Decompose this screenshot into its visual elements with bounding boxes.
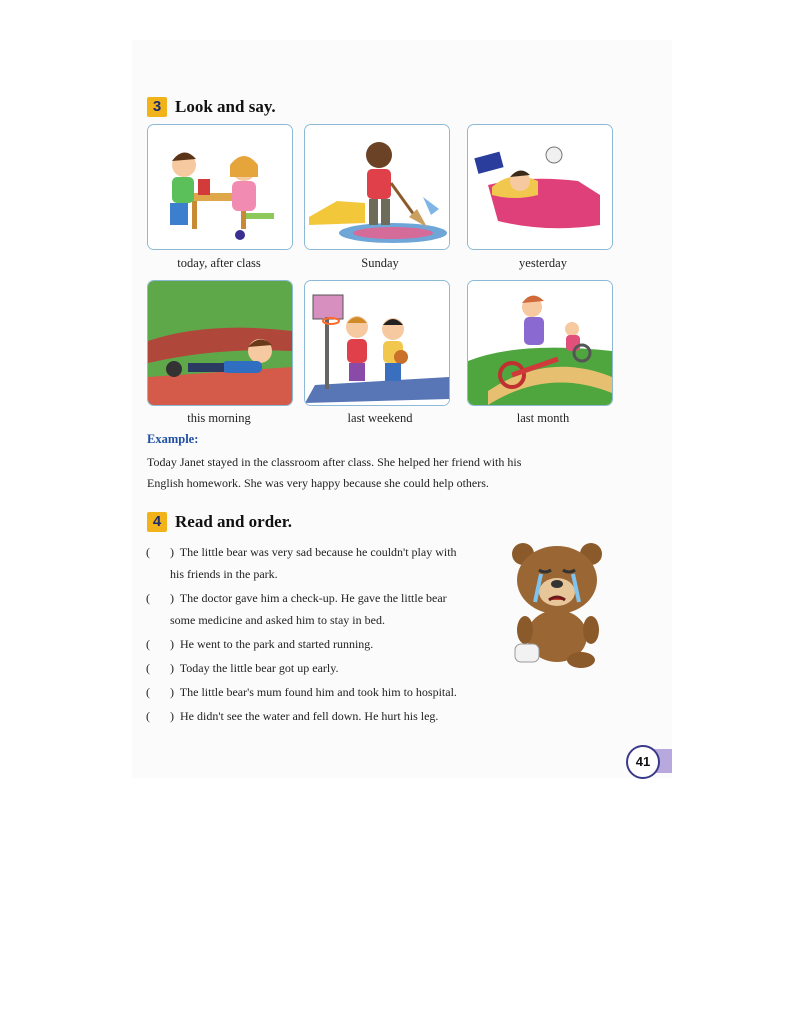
- order-item-text: The little bear was very sad because he couldn't play with: [179, 545, 457, 559]
- order-item: ( ) He went to the park and started running.: [146, 633, 516, 655]
- example-label: Example:: [147, 432, 199, 446]
- card-caption: Sunday: [361, 256, 399, 270]
- order-item: ( ) He didn't see the water and fell down. He hurt his leg.: [146, 705, 516, 727]
- order-item-text: Today the little bear got up early.: [179, 661, 339, 675]
- example-text: [147, 452, 592, 494]
- example-line: Today Janet stayed in the classroom after class. She helped her friend with his: [147, 455, 522, 469]
- card-caption: yesterday: [519, 256, 567, 270]
- basketball-kids-icon: [305, 281, 449, 405]
- section-4-heading: [147, 512, 292, 532]
- section-title: Read and order.: [175, 512, 292, 531]
- boy-in-bed-icon: [468, 125, 612, 249]
- card-caption: this morning: [187, 411, 251, 425]
- order-item-text: He went to the park and started running.: [180, 637, 374, 651]
- section-number-badge: 4: [147, 512, 167, 532]
- card-caption: last weekend: [347, 411, 413, 425]
- boy-fallen-icon: [148, 281, 292, 405]
- answer-blank[interactable]: (: [146, 661, 150, 675]
- order-item-text: The little bear's mum found him and took him to hospital.: [179, 685, 457, 699]
- order-item-text: He didn't see the water and fell down. He hurt his leg.: [180, 709, 439, 723]
- answer-blank[interactable]: (: [146, 685, 150, 699]
- boy-sweeping-icon: [305, 125, 449, 249]
- picture-card-bed: [467, 124, 613, 250]
- answer-blank[interactable]: (: [146, 709, 150, 723]
- section-3-heading: [147, 97, 276, 117]
- order-item: ( ) The little bear was very sad because he couldn't play with his friends in the park.: [146, 541, 516, 585]
- read-and-order-list: [146, 541, 516, 727]
- card-caption: last month: [516, 411, 570, 425]
- order-item: ( ) The doctor gave him a check-up. He gave the little bear some medicine and asked him to stay in bed.: [146, 587, 516, 631]
- order-item-continuation: his friends in the park.: [170, 567, 278, 581]
- picture-card-reading: [147, 124, 293, 250]
- order-item: ( ) The little bear's mum found him and took him to hospital.: [146, 681, 516, 703]
- girl-bike-icon: [468, 281, 612, 405]
- answer-blank[interactable]: (: [146, 545, 150, 559]
- picture-card-sweeping: [304, 124, 450, 250]
- children-reading-icon: [148, 125, 292, 249]
- answer-blank[interactable]: (: [146, 637, 150, 651]
- picture-card-fallen: [147, 280, 293, 406]
- section-title: Look and say.: [175, 97, 276, 116]
- picture-card-basketball: [304, 280, 450, 406]
- section-number-badge: 3: [147, 97, 167, 117]
- order-item-continuation: some medicine and asked him to stay in bed.: [170, 613, 385, 627]
- example-line: English homework. She was very happy because she could help others.: [147, 476, 489, 490]
- card-caption: today, after class: [177, 256, 261, 270]
- picture-card-bike: [467, 280, 613, 406]
- answer-blank[interactable]: (: [146, 591, 150, 605]
- crying-bear-icon: [505, 540, 610, 670]
- order-item-text: The doctor gave him a check-up. He gave the little bear: [179, 591, 447, 605]
- order-item: ( ) Today the little bear got up early.: [146, 657, 516, 679]
- page-number: 41: [626, 745, 660, 779]
